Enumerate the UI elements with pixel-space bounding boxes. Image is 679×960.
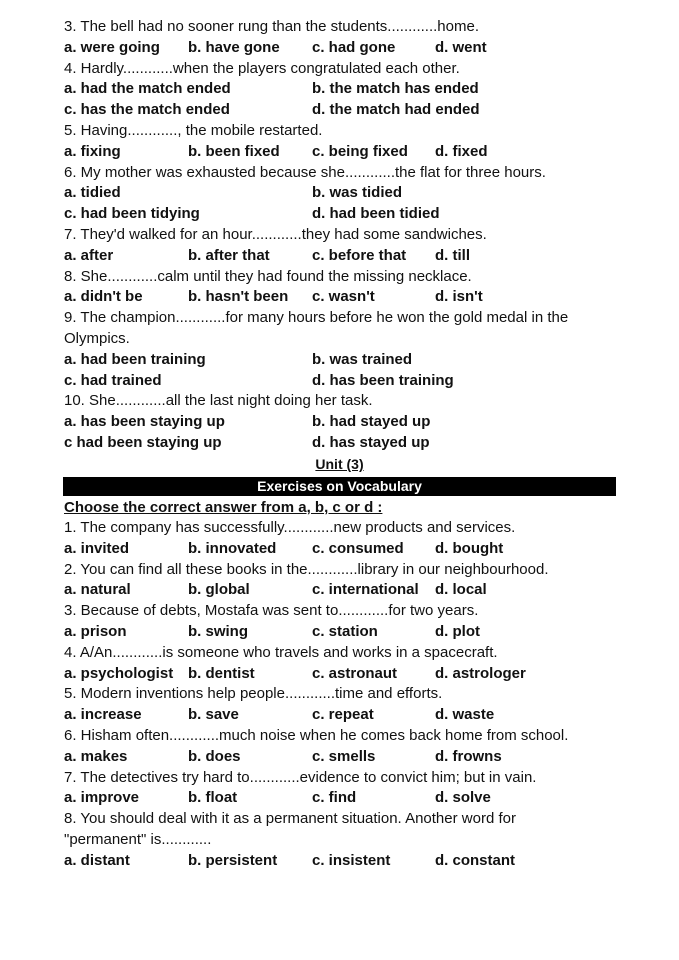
answer-option: d. bought — [435, 539, 504, 557]
answer-options-row — [0, 432, 679, 453]
answer-option: b. innovated — [188, 539, 277, 557]
answer-option: a. natural — [64, 581, 131, 599]
answer-option: b. the match has ended — [312, 80, 479, 98]
answer-option: c. had trained — [64, 371, 162, 389]
answer-options-row — [0, 78, 679, 99]
answer-option: c had been staying up — [64, 434, 222, 451]
answer-option: a. after — [64, 246, 114, 264]
answer-option: c. repeat — [312, 706, 374, 724]
answer-options-row — [0, 746, 679, 767]
answer-option: c. astronaut — [312, 664, 398, 682]
answer-option: a. prison — [64, 623, 127, 640]
answer-option: d. has stayed up — [312, 434, 430, 451]
answer-options-row — [0, 538, 679, 559]
answer-option: b. have gone — [188, 38, 280, 56]
answer-option: d. fixed — [435, 142, 488, 160]
answer-option: a. increase — [64, 706, 142, 724]
answer-option: d. local — [435, 581, 487, 599]
answer-option: b. had stayed up — [312, 413, 431, 431]
answer-option: b. does — [188, 747, 241, 765]
answer-option: d. frowns — [435, 747, 502, 765]
question-text: 4. A/An............is someone who travels and works in a spacecraft. — [64, 643, 498, 661]
question-text: 3. The bell had no sooner rung than the students............home. — [64, 18, 479, 35]
answer-options-row — [0, 579, 679, 600]
answer-option: c. had been tidying — [64, 205, 200, 223]
answer-options-row — [0, 411, 679, 432]
answer-option: b. was tidied — [312, 184, 403, 202]
question-text: 10. She............all the last night doing her task. — [64, 392, 373, 410]
answer-option: a. psychologist — [64, 664, 174, 682]
answer-option: a. has been staying up — [64, 413, 225, 431]
answer-option: d. had been tidied — [312, 205, 440, 223]
question-text: 6. Hisham often............much noise when he comes back home from school. — [64, 727, 569, 744]
answer-option: c. has the match ended — [64, 101, 230, 119]
answer-option: a. distant — [64, 851, 130, 869]
answer-option: d. astrologer — [435, 664, 526, 682]
answer-options-row — [0, 141, 679, 162]
answer-option: b. persistent — [188, 851, 278, 869]
answer-option: a. had been training — [64, 350, 206, 368]
answer-option: c. station — [312, 623, 378, 640]
answer-options-row — [0, 663, 679, 684]
answer-option: a. invited — [64, 539, 130, 557]
question-text: 5. Modern inventions help people............time and efforts. — [64, 685, 443, 703]
question-text: 5. Having............, the mobile restarted. — [64, 122, 323, 139]
answer-option: b. after that — [188, 246, 270, 264]
answer-option: a. were going — [64, 38, 160, 56]
question-text: 7. The detectives try hard to............evidence to convict him; but in vain. — [64, 768, 537, 786]
answer-options-row — [0, 99, 679, 120]
instruction-text: Choose the correct answer from a, b, c or d : — [64, 499, 383, 516]
answer-option: c. being fixed — [312, 142, 408, 160]
question-text: 2. You can find all these books in the............library in our neighbourhood. — [64, 560, 549, 578]
question-text: Olympics. — [64, 330, 130, 347]
answer-option: b. float — [188, 789, 238, 807]
answer-option: c. international — [312, 581, 419, 599]
answer-option: c. consumed — [312, 539, 404, 557]
answer-option: d. went — [435, 38, 487, 56]
answer-option: d. till — [435, 246, 470, 264]
answer-option: d. plot — [435, 623, 480, 640]
answer-options-row — [0, 182, 679, 203]
answer-option: d. solve — [435, 789, 491, 807]
answer-options-row — [0, 286, 679, 307]
answer-option: d. the match had ended — [312, 101, 480, 119]
answer-options-row — [0, 850, 679, 871]
answer-option: b. was trained — [312, 350, 413, 368]
answer-options-row — [0, 349, 679, 370]
answer-option: b. dentist — [188, 664, 255, 682]
unit-title: Unit (3) — [315, 456, 364, 472]
answer-option: d. has been training — [312, 371, 454, 389]
answer-option: a. fixing — [64, 142, 121, 160]
question-text: 1. The company has successfully............new products and services. — [64, 519, 516, 536]
answer-option: b. hasn't been — [188, 288, 289, 306]
answer-option: d. constant — [435, 851, 516, 869]
question-text: 3. Because of debts, Mostafa was sent to............for two years. — [64, 602, 479, 620]
answer-options-row — [0, 203, 679, 224]
answer-option: a. had the match ended — [64, 80, 231, 98]
answer-option: c. insistent — [312, 851, 391, 869]
answer-options-row — [0, 621, 679, 642]
answer-option: a. improve — [64, 789, 140, 807]
answer-option: a. tidied — [64, 184, 121, 202]
answer-option: c. find — [312, 789, 357, 807]
question-text: 8. You should deal with it as a permanent situation. Another word for — [64, 810, 516, 828]
answer-option: b. global — [188, 581, 250, 599]
answer-options-row — [0, 370, 679, 391]
answer-option: b. save — [188, 706, 239, 724]
answer-options-row — [0, 787, 679, 808]
answer-option: c. wasn't — [312, 288, 375, 306]
answer-option: c. before that — [312, 246, 407, 264]
answer-option: d. waste — [435, 706, 495, 724]
answer-option: a. didn't be — [64, 288, 143, 306]
question-text: 6. My mother was exhausted because she............the flat for three hours. — [64, 163, 546, 181]
answer-options-row — [0, 245, 679, 266]
answer-option: c. had gone — [312, 38, 396, 56]
section-banner: Exercises on Vocabulary — [63, 477, 616, 496]
question-text: 4. Hardly............when the players congratulated each other. — [64, 59, 460, 77]
question-text: 7. They'd walked for an hour............they had some sandwiches. — [64, 226, 487, 243]
question-text: "permanent" is............ — [64, 831, 212, 848]
question-text: 8. She............calm until they had found the missing necklace. — [64, 267, 472, 285]
answer-option: c. smells — [312, 747, 376, 765]
answer-option: b. swing — [188, 623, 248, 640]
answer-options-row — [0, 37, 679, 58]
answer-options-row — [0, 704, 679, 725]
answer-option: a. makes — [64, 747, 128, 765]
answer-option: b. been fixed — [188, 142, 280, 160]
question-text: 9. The champion............for many hours before he won the gold medal in the — [64, 309, 569, 327]
answer-option: d. isn't — [435, 288, 483, 306]
